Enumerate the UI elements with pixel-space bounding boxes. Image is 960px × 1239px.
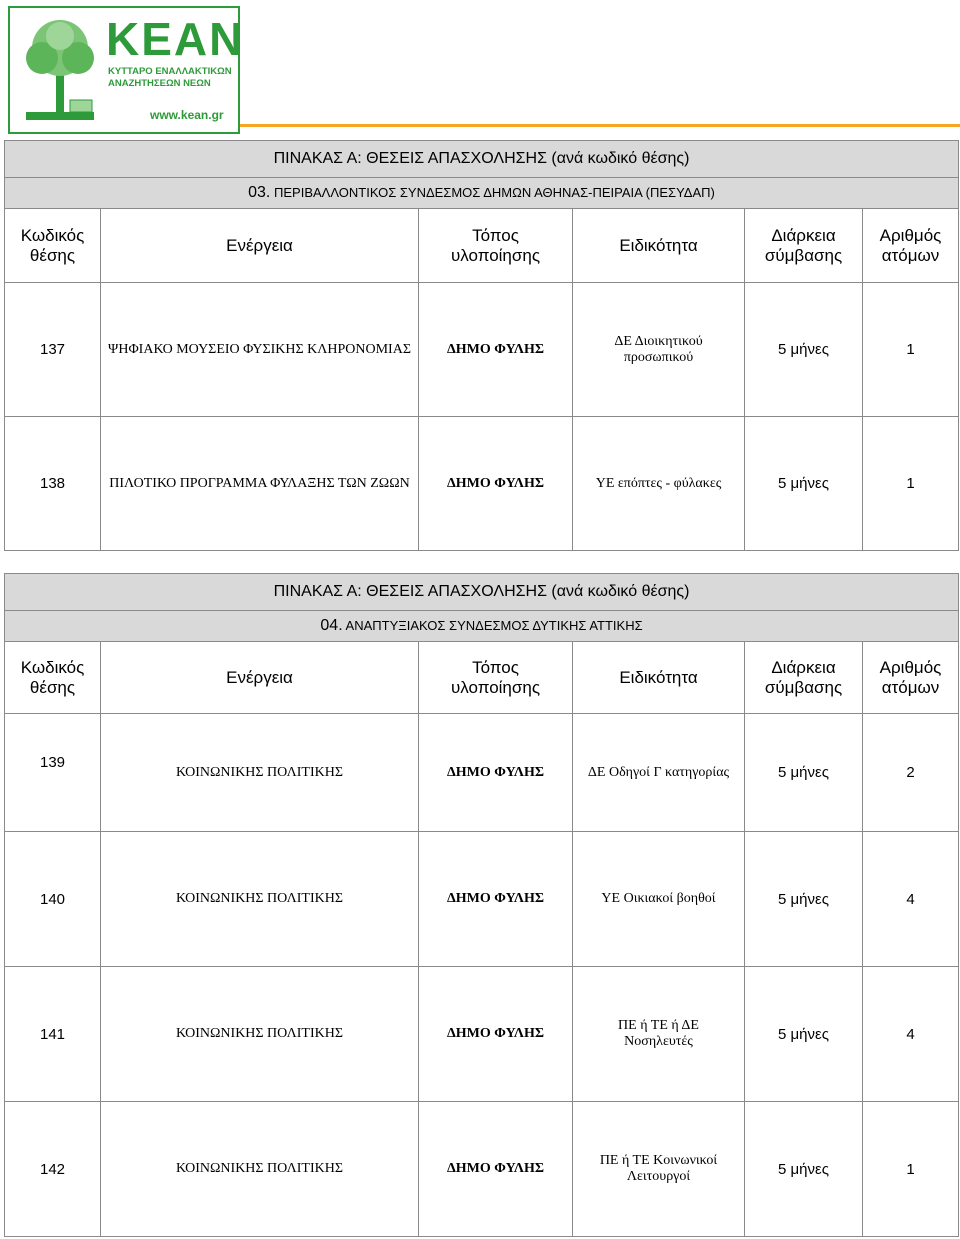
row-place: ΔΗΜΟ ΦΥΛΗΣ	[419, 832, 573, 967]
header-action: Ενέργεια	[101, 642, 419, 714]
row-place: ΔΗΜΟ ΦΥΛΗΣ	[419, 967, 573, 1102]
row-action: ΨΗΦΙΑΚΟ ΜΟΥΣΕΙΟ ΦΥΣΙΚΗΣ ΚΛΗΡΟΝΟΜΙΑΣ	[101, 283, 419, 417]
row-place: ΔΗΜΟ ΦΥΛΗΣ	[419, 283, 573, 417]
header-count: Αριθμός ατόμων	[863, 209, 959, 283]
header-specialty: Ειδικότητα	[573, 209, 745, 283]
tree-icon	[16, 14, 104, 126]
row-code: 137	[5, 283, 101, 417]
kean-logo	[8, 6, 245, 134]
header-duration: Διάρκεια σύμβασης	[745, 209, 863, 283]
logo-subtitle: ΚΥΤΤΑΡΟ ΕΝΑΛΛΑΚΤΙΚΩΝ ΑΝΑΖΗΤΗΣΕΩΝ ΝΕΩΝ	[108, 66, 232, 89]
table-title: ΠΙΝΑΚΑΣ Α: ΘΕΣΕΙΣ ΑΠΑΣΧΟΛΗΣΗΣ (ανά κωδικό θέσης)	[5, 574, 959, 611]
row-place: ΔΗΜΟ ΦΥΛΗΣ	[419, 714, 573, 832]
table-row	[5, 1102, 959, 1237]
row-action: ΚΟΙΝΩΝΙΚΗΣ ΠΟΛΙΤΙΚΗΣ	[101, 967, 419, 1102]
row-specialty: ΥΕ επόπτες - φύλακες	[573, 417, 745, 551]
row-action: ΚΟΙΝΩΝΙΚΗΣ ΠΟΛΙΤΙΚΗΣ	[101, 1102, 419, 1237]
table-subtitle: 04. ΑΝΑΠΤΥΞΙΑΚΟΣ ΣΥΝΔΕΣΜΟΣ ΔΥΤΙΚΗΣ ΑΤΤΙΚΗΣ	[5, 611, 959, 642]
row-code: 140	[5, 832, 101, 967]
row-code: 138	[5, 417, 101, 551]
header-place: Τόπος υλοποίησης	[419, 642, 573, 714]
row-count: 4	[863, 832, 959, 967]
row-count: 1	[863, 1102, 959, 1237]
row-specialty: ΔΕ Διοικητικού προσωπικού	[573, 283, 745, 417]
row-count: 2	[863, 714, 959, 832]
row-code: 142	[5, 1102, 101, 1237]
row-duration: 5 μήνες	[745, 417, 863, 551]
table-row	[5, 967, 959, 1102]
table-row	[5, 417, 959, 551]
table-row	[5, 832, 959, 967]
row-duration: 5 μήνες	[745, 967, 863, 1102]
table-subtitle: 03. ΠΕΡΙΒΑΛΛΟΝΤΙΚΟΣ ΣΥΝΔΕΣΜΟΣ ΔΗΜΩΝ ΑΘΗΝΑΣ-ΠΕΙΡΑΙΑ (ΠΕΣΥΔΑΠ)	[5, 178, 959, 209]
header-divider	[240, 124, 960, 127]
row-duration: 5 μήνες	[745, 283, 863, 417]
row-count: 4	[863, 967, 959, 1102]
row-duration: 5 μήνες	[745, 1102, 863, 1237]
row-code: 141	[5, 967, 101, 1102]
header-place: Τόπος υλοποίησης	[419, 209, 573, 283]
row-action: ΚΟΙΝΩΝΙΚΗΣ ΠΟΛΙΤΙΚΗΣ	[101, 714, 419, 832]
positions-table-03	[4, 140, 958, 551]
row-specialty: ΥΕ Οικιακοί βοηθοί	[573, 832, 745, 967]
table-row	[5, 714, 959, 832]
row-duration: 5 μήνες	[745, 714, 863, 832]
header-specialty: Ειδικότητα	[573, 642, 745, 714]
header-code: Κωδικός θέσης	[5, 209, 101, 283]
table-row	[5, 283, 959, 417]
row-specialty: ΔΕ Οδηγοί Γ κατηγορίας	[573, 714, 745, 832]
positions-table-04	[4, 573, 958, 1237]
header-duration: Διάρκεια σύμβασης	[745, 642, 863, 714]
row-specialty: ΠΕ ή ΤΕ Κοινωνικοί Λειτουργοί	[573, 1102, 745, 1237]
row-action: ΠΙΛΟΤΙΚΟ ΠΡΟΓΡΑΜΜΑ ΦΥΛΑΞΗΣ ΤΩΝ ΖΩΩΝ	[101, 417, 419, 551]
row-action: ΚΟΙΝΩΝΙΚΗΣ ΠΟΛΙΤΙΚΗΣ	[101, 832, 419, 967]
row-count: 1	[863, 417, 959, 551]
header-code: Κωδικός θέσης	[5, 642, 101, 714]
row-specialty: ΠΕ ή ΤΕ ή ΔΕ Νοσηλευτές	[573, 967, 745, 1102]
row-code: 139	[5, 714, 101, 832]
row-count: 1	[863, 283, 959, 417]
logo-wordmark: KEAN	[106, 13, 245, 65]
row-place: ΔΗΜΟ ΦΥΛΗΣ	[419, 417, 573, 551]
row-place: ΔΗΜΟ ΦΥΛΗΣ	[419, 1102, 573, 1237]
header-action: Ενέργεια	[101, 209, 419, 283]
row-duration: 5 μήνες	[745, 832, 863, 967]
table-title: ΠΙΝΑΚΑΣ Α: ΘΕΣΕΙΣ ΑΠΑΣΧΟΛΗΣΗΣ (ανά κωδικό θέσης)	[5, 141, 959, 178]
logo-url: www.kean.gr	[150, 108, 224, 122]
header-count: Αριθμός ατόμων	[863, 642, 959, 714]
